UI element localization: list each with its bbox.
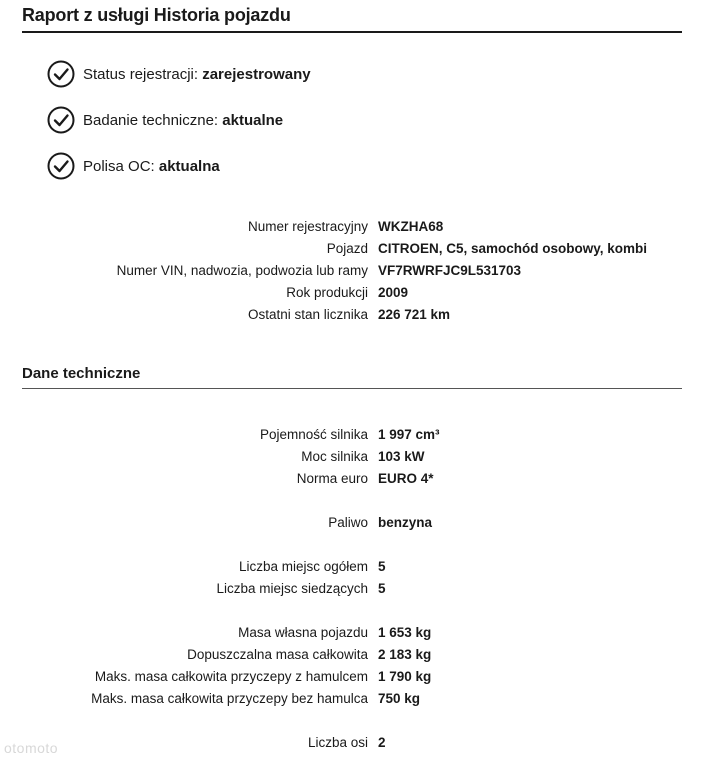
tech-value: 5: [378, 581, 386, 596]
tech-value: 2 183 kg: [378, 647, 432, 662]
tech-label: Paliwo: [328, 515, 368, 530]
detail-value: 226 721 km: [378, 307, 451, 322]
tech-label: Pojemność silnika: [259, 427, 368, 442]
tech-row: [0, 688, 720, 710]
tech-row: [0, 446, 720, 468]
detail-label: Pojazd: [326, 241, 368, 256]
detail-value: WKZHA68: [378, 219, 444, 234]
tech-value: 2: [378, 735, 386, 750]
tech-value: 1 790 kg: [378, 669, 432, 684]
tech-value: benzyna: [378, 515, 433, 530]
tech-row: [0, 424, 720, 446]
tech-row: [0, 732, 720, 754]
tech-value: 1 653 kg: [378, 625, 432, 640]
status-value: aktualna: [158, 157, 220, 175]
tech-label: Dopuszczalna masa całkowita: [187, 647, 368, 662]
tech-label: Maks. masa całkowita przyczepy z hamulcem: [94, 669, 368, 684]
tech-value: 103 kW: [378, 449, 425, 464]
detail-value: CITROEN, C5, samochód osobowy, kombi: [378, 241, 648, 256]
status-label: Status rejestracji:: [83, 65, 199, 83]
tech-value: 5: [378, 559, 386, 574]
detail-row: [0, 238, 720, 260]
section-heading: Dane techniczne: [22, 365, 141, 382]
tech-label: Moc silnika: [301, 449, 368, 464]
detail-row: [0, 260, 720, 282]
status-registration: [47, 59, 311, 89]
check-circle-icon: [47, 106, 75, 134]
tech-row: [0, 512, 720, 534]
tech-row: [0, 622, 720, 644]
detail-label: Ostatni stan licznika: [247, 307, 368, 322]
tech-value: EURO 4*: [378, 471, 434, 486]
tech-label: Maks. masa całkowita przyczepy bez hamulca: [91, 691, 368, 706]
tech-value: 750 kg: [378, 691, 421, 706]
status-insurance: [47, 151, 220, 181]
status-inspection: [47, 105, 283, 135]
tech-label: Norma euro: [296, 471, 368, 486]
tech-label: Liczba miejsc ogółem: [238, 559, 368, 574]
status-value: aktualne: [222, 111, 284, 129]
detail-row: [0, 282, 720, 304]
title-divider: [22, 31, 682, 33]
detail-value: VF7RWRFJC9L531703: [378, 263, 522, 278]
detail-value: 2009: [378, 285, 409, 300]
detail-label: Numer VIN, nadwozia, podwozia lub ramy: [116, 263, 368, 278]
status-label: Polisa OC:: [83, 157, 155, 175]
tech-row: [0, 644, 720, 666]
report-title: Raport z usługi Historia pojazdu: [22, 5, 291, 25]
detail-row: [0, 304, 720, 326]
detail-label: Rok produkcji: [286, 285, 368, 300]
check-circle-icon: [47, 60, 75, 88]
tech-value: 1 997 cm³: [378, 427, 440, 442]
tech-row: [0, 578, 720, 600]
tech-label: Masa własna pojazdu: [238, 625, 368, 640]
tech-row: [0, 666, 720, 688]
detail-row: [0, 216, 720, 238]
section-divider: [22, 388, 682, 389]
check-circle-icon: [47, 152, 75, 180]
status-value: zarejestrowany: [202, 65, 311, 83]
tech-label: Liczba miejsc siedzących: [216, 581, 368, 596]
tech-row: [0, 468, 720, 490]
watermark: otomoto: [4, 740, 59, 756]
detail-label: Numer rejestracyjny: [247, 219, 368, 234]
tech-row: [0, 556, 720, 578]
status-label: Badanie techniczne:: [83, 111, 219, 129]
tech-label: Liczba osi: [307, 735, 368, 750]
